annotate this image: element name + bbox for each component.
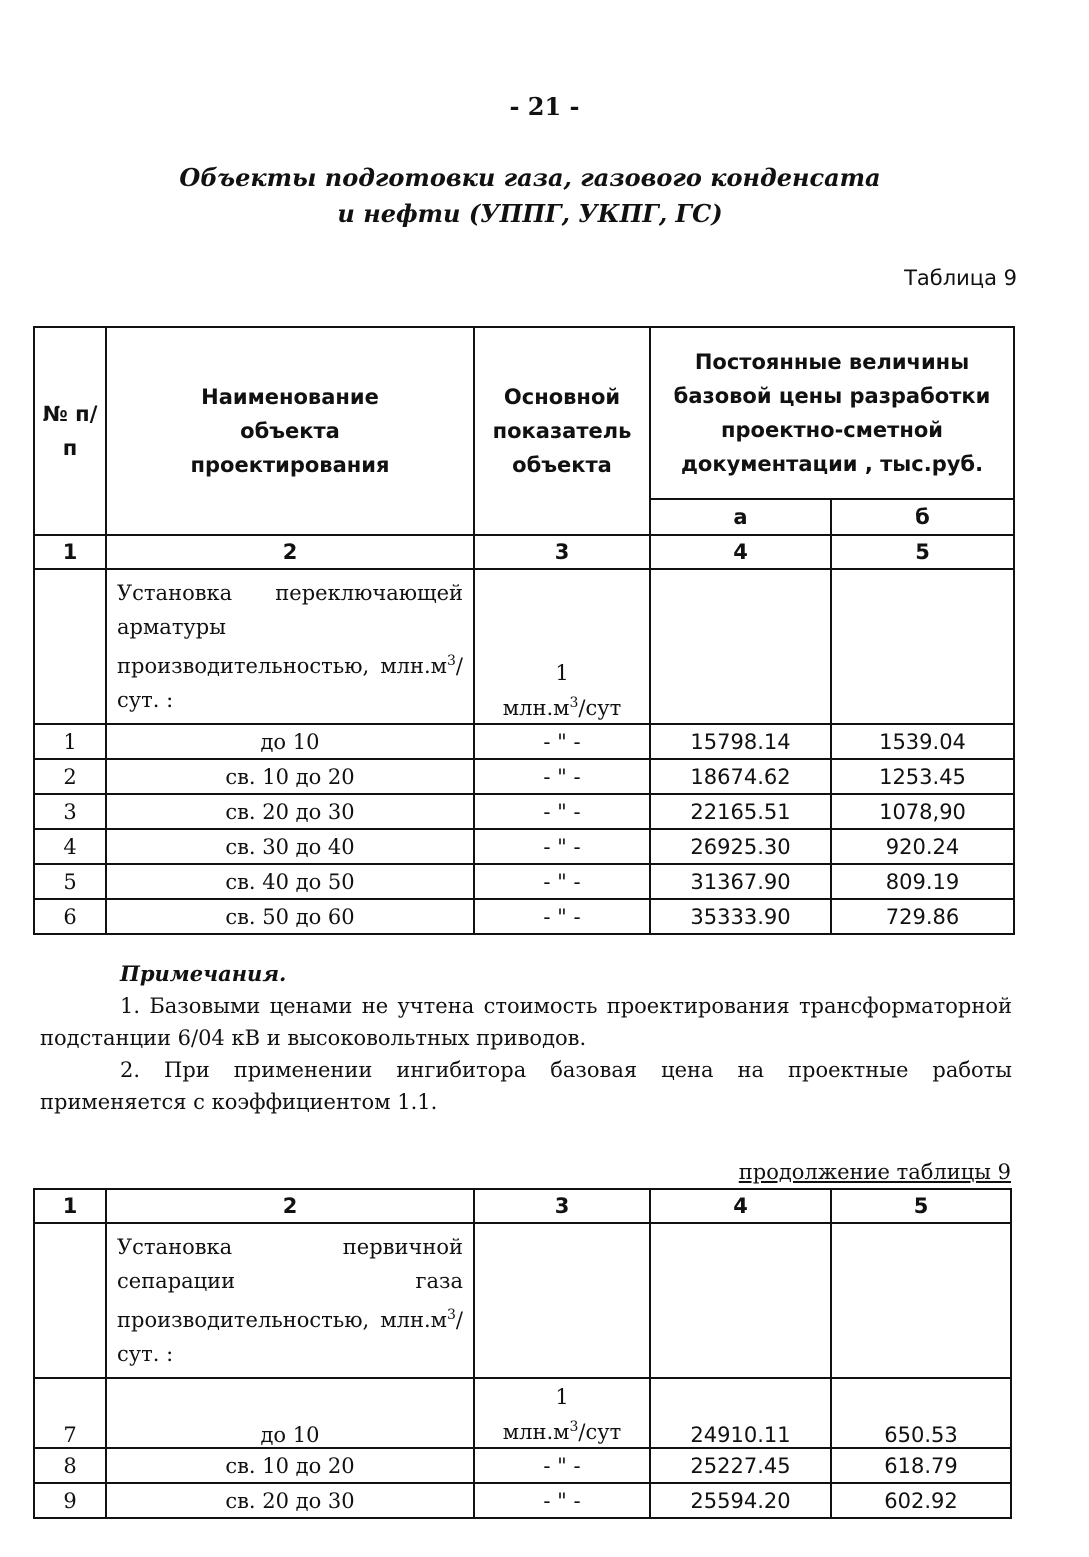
column-number: 5 — [831, 1189, 1011, 1223]
row-value-b: 729.86 — [831, 899, 1014, 934]
note-item: 2. При применении ингибитора базовая цена на проектные работы применяется с коэффициентом 1.1. — [40, 1058, 1012, 1114]
row-unit: 1 $млн.м^3$/сут — [474, 1378, 650, 1448]
table-row — [34, 1448, 1011, 1483]
column-number: 1 — [34, 1189, 106, 1223]
group-row — [34, 569, 1014, 724]
row-indicator: - " - — [474, 724, 650, 759]
row-name: до 10 — [106, 724, 474, 759]
table-row — [34, 829, 1014, 864]
group-row — [34, 1223, 1011, 1378]
title-line-1: Объекты подготовки газа, газового конденсата — [179, 163, 881, 192]
row-indicator: - " - — [474, 794, 650, 829]
row-name: до 10 — [106, 1378, 474, 1448]
row-value-b: 650.53 — [831, 1378, 1011, 1448]
row-number: 6 — [34, 899, 106, 934]
column-number: 4 — [650, 1189, 831, 1223]
row-value-a: 22165.51 — [650, 794, 831, 829]
note-item: 1. Базовыми ценами не учтена стоимость проектирования трансформаторной подстанции 6/04 кВ и высоковольтных приводов. — [40, 994, 1012, 1050]
row-value-b: 809.19 — [831, 864, 1014, 899]
row-indicator: - " - — [474, 1483, 650, 1518]
group-unit: 1 $млн.м^3$/сут — [474, 569, 650, 724]
row-name: св. 20 до 30 — [106, 794, 474, 829]
row-value-b: 1078,90 — [831, 794, 1014, 829]
table-row — [34, 1483, 1011, 1518]
row-value-a: 31367.90 — [650, 864, 831, 899]
row-name: св. 50 до 60 — [106, 899, 474, 934]
header-constants: Постоянные величины базовой цены разработки проектно-сметной документации , тыс.руб. — [650, 327, 1014, 499]
row-number: 8 — [34, 1448, 106, 1483]
column-number: 1 — [34, 535, 106, 569]
row-value-b: 1539.04 — [831, 724, 1014, 759]
row-value-a: 15798.14 — [650, 724, 831, 759]
document-title — [0, 160, 1060, 232]
row-value-a: 26925.30 — [650, 829, 831, 864]
row-number: 5 — [34, 864, 106, 899]
row-number: 2 — [34, 759, 106, 794]
page-number: - 21 - — [509, 92, 580, 121]
group-description: Установка первичной сепарации газа производительностью, $млн.м^3$/сут. : — [106, 1223, 474, 1378]
row-value-a: 24910.11 — [650, 1378, 831, 1448]
row-name: св. 40 до 50 — [106, 864, 474, 899]
header-indicator: Основной показатель объекта — [474, 327, 650, 535]
column-number: 3 — [474, 1189, 650, 1223]
row-indicator: - " - — [474, 829, 650, 864]
header-a: а — [650, 499, 831, 535]
table-row — [34, 864, 1014, 899]
main-table — [33, 326, 1015, 935]
column-number: 3 — [474, 535, 650, 569]
row-number: 1 — [34, 724, 106, 759]
row-number: 9 — [34, 1483, 106, 1518]
column-number: 2 — [106, 1189, 474, 1223]
group-description: Установка переключающей арматуры производительностью, $млн.м^3$/сут. : — [106, 569, 474, 724]
row-number: 3 — [34, 794, 106, 829]
header-num: № п/п — [34, 327, 106, 535]
row-indicator: - " - — [474, 1448, 650, 1483]
header-name: Наименование объекта проектирования — [106, 327, 474, 535]
row-number: 4 — [34, 829, 106, 864]
header-b: б — [831, 499, 1014, 535]
row-value-b: 602.92 — [831, 1483, 1011, 1518]
row-name: св. 30 до 40 — [106, 829, 474, 864]
row-value-a: 35333.90 — [650, 899, 831, 934]
row-number: 7 — [34, 1378, 106, 1448]
continuation-label: продолжение таблицы 9 — [738, 1160, 1011, 1184]
table-row — [34, 899, 1014, 934]
column-numbers-row — [34, 535, 1014, 569]
table-row — [34, 759, 1014, 794]
row-value-b: 1253.45 — [831, 759, 1014, 794]
row-name: св. 10 до 20 — [106, 759, 474, 794]
title-line-2: и нефти (УППГ, УКПГ, ГС) — [337, 199, 723, 228]
row-value-a: 18674.62 — [650, 759, 831, 794]
row-name: св. 10 до 20 — [106, 1448, 474, 1483]
table-row — [34, 794, 1014, 829]
table-label: Таблица 9 — [904, 266, 1017, 290]
row-indicator: - " - — [474, 759, 650, 794]
column-numbers-row — [34, 1189, 1011, 1223]
row-value-b: 920.24 — [831, 829, 1014, 864]
notes-section — [40, 958, 1012, 1118]
row-indicator: - " - — [474, 864, 650, 899]
continuation-table — [33, 1188, 1012, 1519]
column-number: 2 — [106, 535, 474, 569]
table-row — [34, 1378, 1011, 1448]
notes-title: Примечания. — [120, 961, 287, 986]
row-name: св. 20 до 30 — [106, 1483, 474, 1518]
table-row — [34, 724, 1014, 759]
column-number: 4 — [650, 535, 831, 569]
row-value-a: 25227.45 — [650, 1448, 831, 1483]
row-value-b: 618.79 — [831, 1448, 1011, 1483]
row-value-a: 25594.20 — [650, 1483, 831, 1518]
row-indicator: - " - — [474, 899, 650, 934]
column-number: 5 — [831, 535, 1014, 569]
